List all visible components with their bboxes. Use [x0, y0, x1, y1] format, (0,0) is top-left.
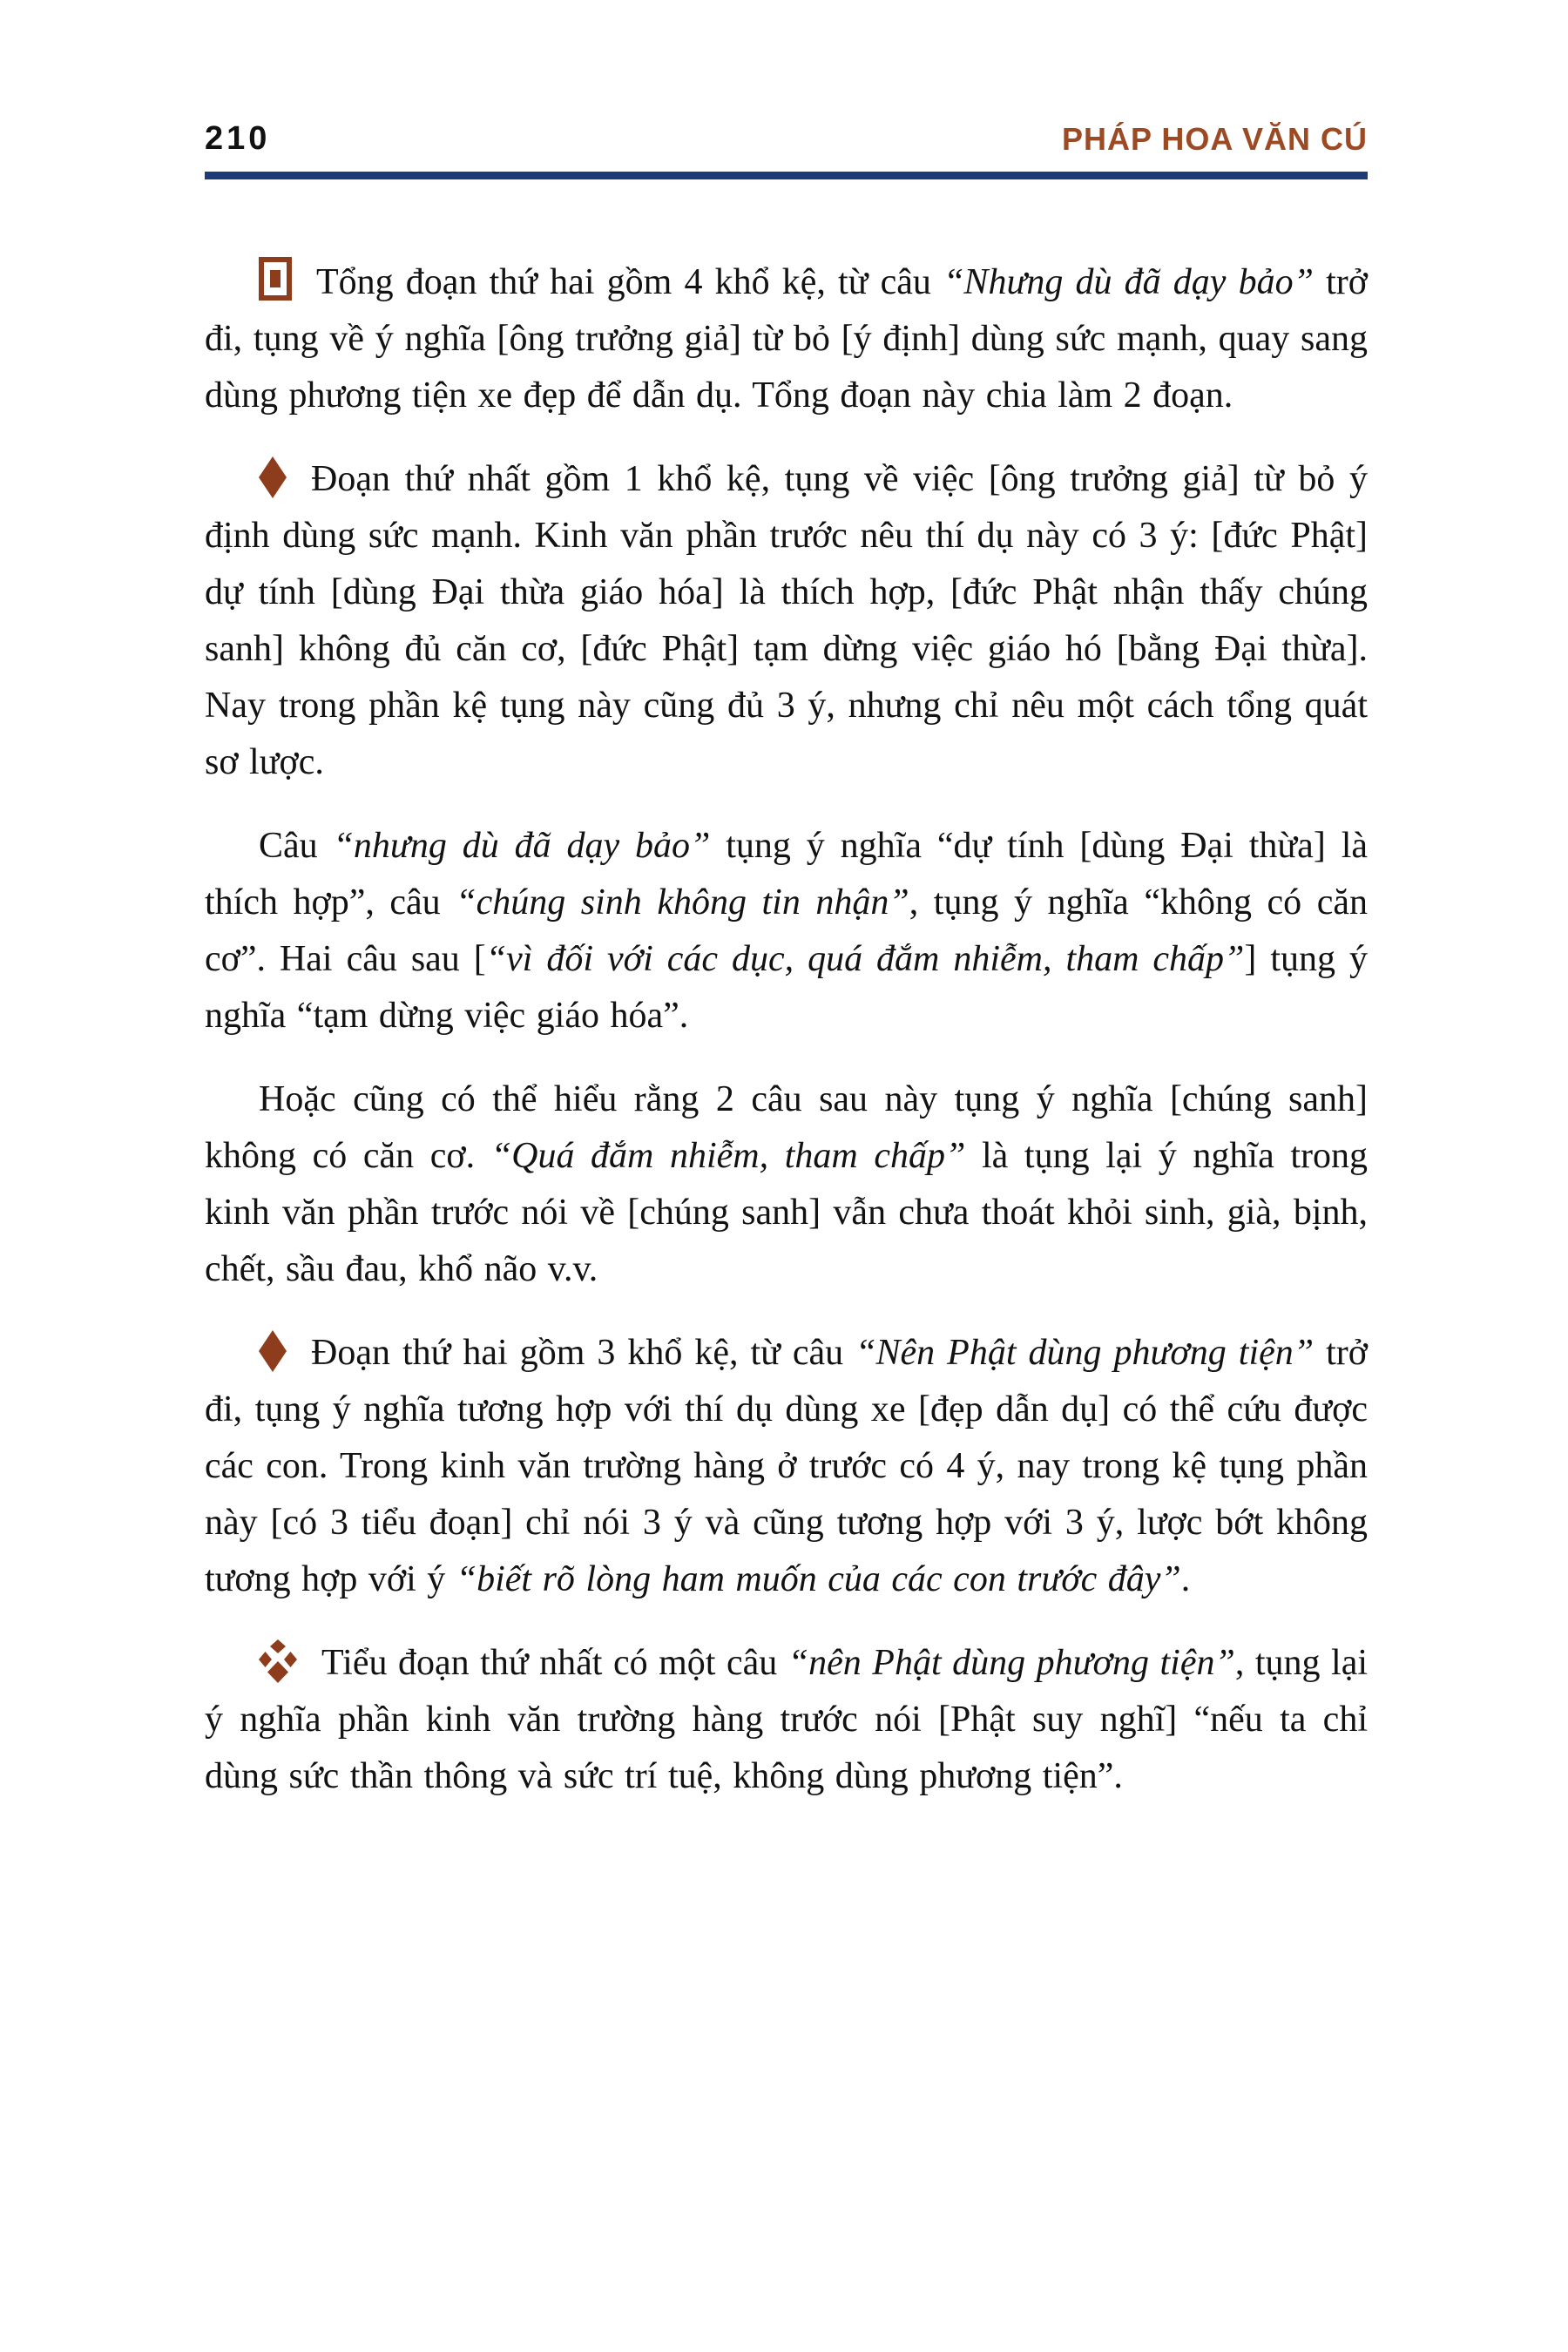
text-run: Tiểu đoạn thứ nhất có một câu [321, 1643, 788, 1683]
text-run: Câu [259, 826, 334, 866]
paragraph [205, 818, 1368, 1044]
paragraph [205, 1071, 1368, 1298]
running-title: PHÁP HOA VĂN CÚ [1061, 121, 1368, 157]
page-number: 210 [205, 120, 271, 157]
text-run: Hoặc cũng có thể hiểu rằng 2 câu sau này tụng ý nghĩa [chúng sanh] không có căn cơ. [205, 1079, 1368, 1176]
text-run: trở đi, tụng ý nghĩa tương hợp với thí dụ dùng xe [đẹp dẫn dụ] có thể cứu được các con. Trong kinh văn trường hàng ở trước có 4 ý, nay trong kệ tụng phần này [có 3 tiểu đoạn] chỉ nói 3 ý và cũng tương hợp với 3 ý, lược bớt không tương hợp với ý [205, 1333, 1368, 1599]
header-rule-divider [205, 172, 1368, 179]
paragraph [205, 1325, 1368, 1608]
text-run: Đoạn thứ nhất gồm 1 khổ kệ, tụng về việc [ông trưởng giả] từ bỏ ý định dùng sức mạnh. Kinh văn phần trước nêu thí dụ này có 3 ý: [đức Phật] dự tính [dùng Đại thừa giáo hóa] là thích hợp, [đức Phật nhận thấy chúng sanh] không đủ căn cơ, [đức Phật] tạm dừng việc giáo hó [bằng Đại thừa]. Nay trong phần kệ tụng này cũng đủ 3 ý, nhưng chỉ nêu một cách tổng quát sơ lược. [205, 459, 1368, 782]
text-run: trở đi, tụng về ý nghĩa [ông trưởng giả] từ bỏ [ý định] dùng sức mạnh, quay sang dùng phương tiện xe đẹp để dẫn dụ. Tổng đoạn này chia làm 2 đoạn. [205, 262, 1368, 416]
running-header [205, 120, 1368, 158]
paragraph [205, 254, 1368, 424]
text-run: . [1180, 1559, 1191, 1599]
quoted-phrase: “Nhưng dù đã dạy bảo” [943, 262, 1314, 302]
body-paragraphs [205, 254, 1368, 1805]
text-run: , tụng lại ý nghĩa phần kinh văn trường hàng trước nói [Phật suy nghĩ] “nếu ta chỉ dùng sức thần thông và sức trí tuệ, không dùng phương tiện”. [205, 1643, 1369, 1796]
text-run: ] tụng ý nghĩa “tạm dừng việc giáo hóa”. [205, 939, 1369, 1036]
quoted-phrase: “nhưng dù đã dạy bảo” [333, 826, 711, 866]
paragraph [205, 451, 1368, 791]
square-icon [259, 257, 292, 301]
text-run: Tổng đoạn thứ hai gồm 4 khổ kệ, từ câu [316, 262, 944, 302]
quoted-phrase: “Nên Phật dùng phương tiện” [855, 1333, 1315, 1373]
quoted-phrase: “nên Phật dùng phương tiện” [787, 1643, 1235, 1683]
cluster-diamond-icon [259, 1639, 297, 1683]
quoted-phrase: “Quá đắm nhiễm, tham chấp” [490, 1136, 966, 1176]
quoted-phrase: “biết rõ lòng ham muốn của các con trước đây” [456, 1559, 1181, 1599]
diamond-icon [259, 456, 287, 498]
diamond-icon [259, 1330, 287, 1372]
text-run: , tụng ý nghĩa “không có căn cơ”. Hai câu sau [ [205, 882, 1368, 979]
text-run: Đoạn thứ hai gồm 3 khổ kệ, từ câu [311, 1333, 856, 1373]
text-run: tụng ý nghĩa “dự tính [dùng Đại thừa] là thích hợp”, câu [205, 826, 1369, 923]
quoted-phrase: “vì đối với các dục, quá đắm nhiễm, tham chấp” [485, 939, 1245, 979]
page-content [205, 120, 1368, 1832]
quoted-phrase: “chúng sinh không tin nhận” [456, 882, 909, 923]
paragraph [205, 1635, 1368, 1805]
text-run: là tụng lại ý nghĩa trong kinh văn phần trước nói về [chúng sanh] vẫn chưa thoát khỏi sinh, già, bịnh, chết, sầu đau, khổ não v.v. [205, 1136, 1368, 1289]
